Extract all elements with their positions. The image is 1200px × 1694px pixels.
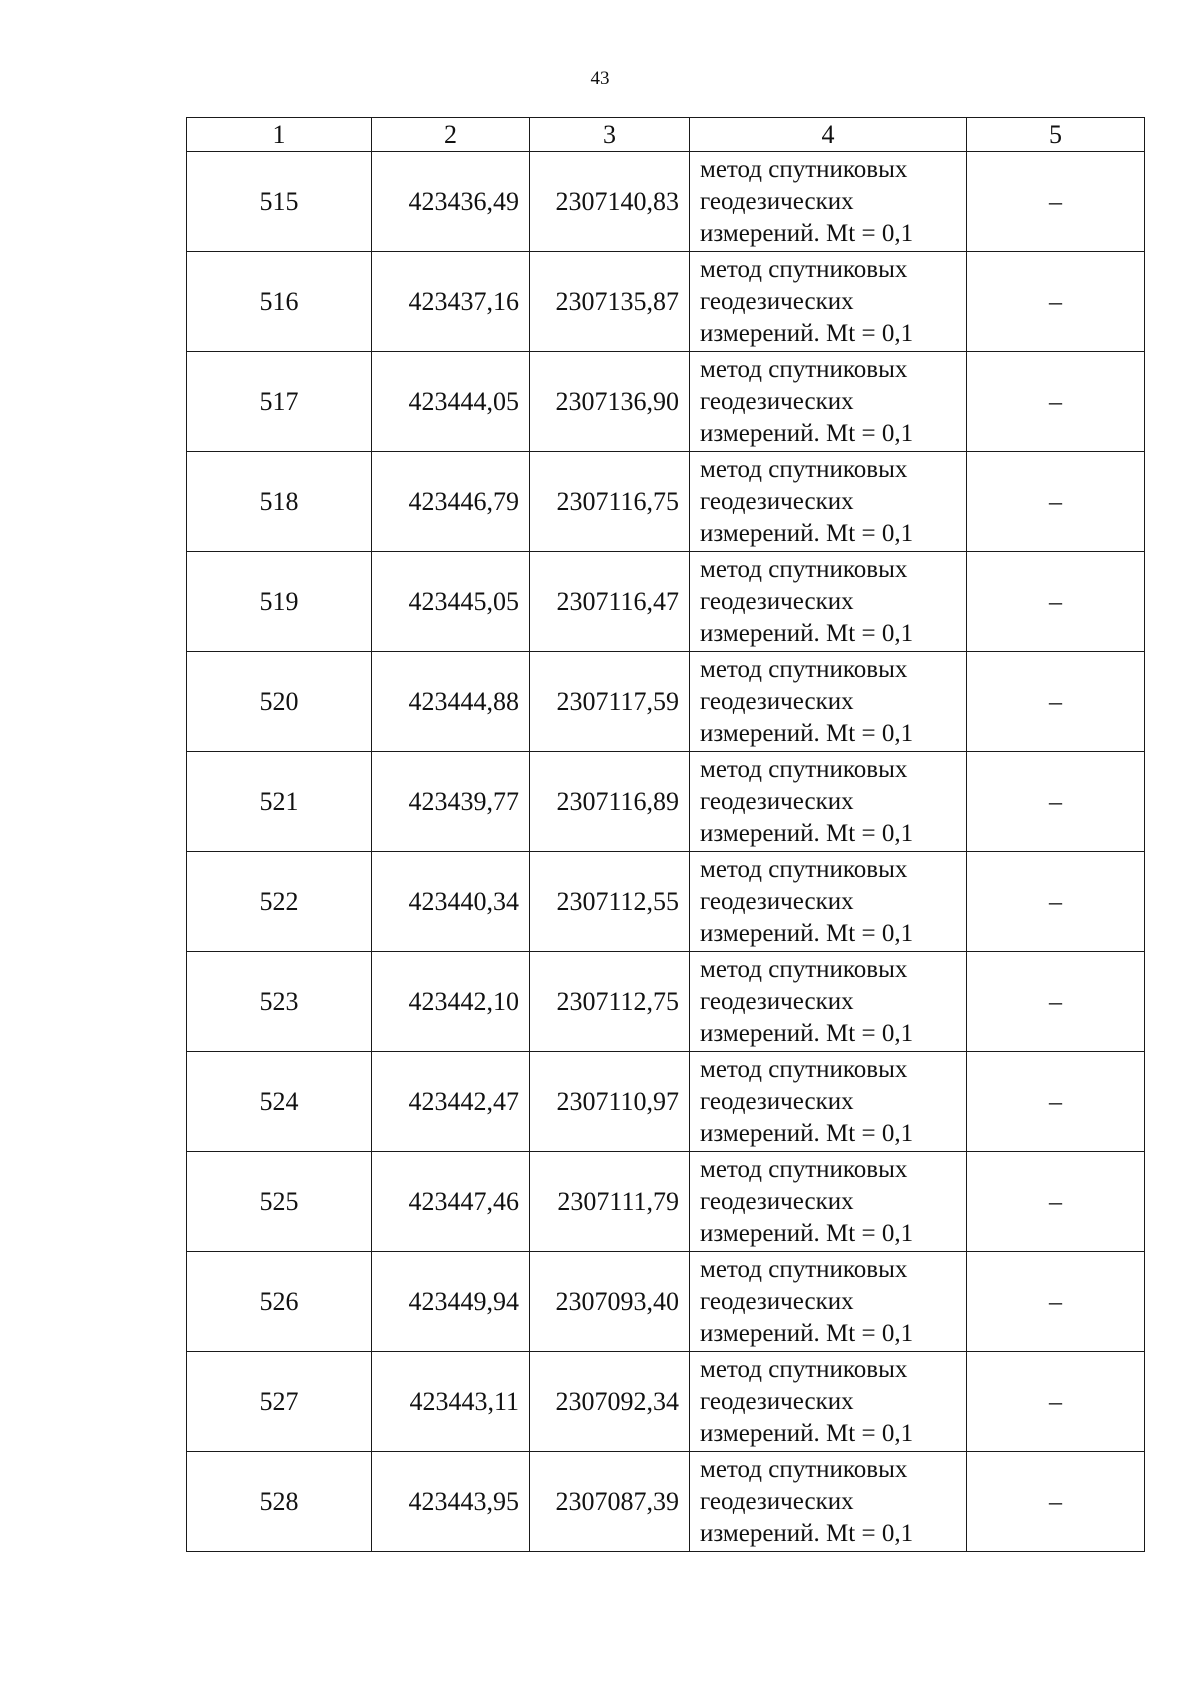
method-cell (690, 1452, 967, 1552)
method-text-line: измерений. Mt = 0,1 (700, 1219, 914, 1247)
point-number-cell: 525 (187, 1152, 372, 1252)
note-cell: – (967, 752, 1145, 852)
method-text-line: геодезических (700, 987, 854, 1015)
y-coordinate-cell: 2307116,47 (530, 552, 690, 652)
method-text-line: измерений. Mt = 0,1 (700, 219, 914, 247)
method-cell (690, 752, 967, 852)
point-number-cell: 528 (187, 1452, 372, 1552)
y-coordinate-cell: 2307092,34 (530, 1352, 690, 1452)
note-cell: – (967, 852, 1145, 952)
method-text-line: геодезических (700, 1387, 854, 1415)
method-cell (690, 452, 967, 552)
table-row (187, 452, 1145, 552)
method-text-line: метод спутниковых (700, 1155, 908, 1183)
y-coordinate-cell: 2307116,89 (530, 752, 690, 852)
method-text-line: геодезических (700, 587, 854, 615)
y-coordinate-cell: 2307110,97 (530, 1052, 690, 1152)
column-header: 1 (187, 118, 372, 152)
method-text-line: геодезических (700, 1287, 854, 1315)
method-text-line: измерений. Mt = 0,1 (700, 519, 914, 547)
method-text-line: измерений. Mt = 0,1 (700, 1319, 914, 1347)
method-text-line: геодезических (700, 1487, 854, 1515)
note-cell: – (967, 552, 1145, 652)
note-cell: – (967, 1452, 1145, 1552)
x-coordinate-cell: 423445,05 (372, 552, 530, 652)
x-coordinate-cell: 423446,79 (372, 452, 530, 552)
column-header: 4 (690, 118, 967, 152)
method-text-line: геодезических (700, 487, 854, 515)
point-number-cell: 517 (187, 352, 372, 452)
x-coordinate-cell: 423449,94 (372, 1252, 530, 1352)
method-text-line: метод спутниковых (700, 855, 908, 883)
x-coordinate-cell: 423443,95 (372, 1452, 530, 1552)
table-row (187, 1152, 1145, 1252)
method-text-line: метод спутниковых (700, 555, 908, 583)
table-row (187, 752, 1145, 852)
y-coordinate-cell: 2307136,90 (530, 352, 690, 452)
x-coordinate-cell: 423443,11 (372, 1352, 530, 1452)
note-cell: – (967, 452, 1145, 552)
x-coordinate-cell: 423437,16 (372, 252, 530, 352)
x-coordinate-cell: 423439,77 (372, 752, 530, 852)
table-row (187, 652, 1145, 752)
note-cell: – (967, 652, 1145, 752)
table-header-row (187, 118, 1145, 152)
column-header: 2 (372, 118, 530, 152)
method-text-line: метод спутниковых (700, 1455, 908, 1483)
method-text-line: измерений. Mt = 0,1 (700, 1419, 914, 1447)
method-text-line: метод спутниковых (700, 355, 908, 383)
method-text-line: геодезических (700, 887, 854, 915)
method-text-line: метод спутниковых (700, 1055, 908, 1083)
x-coordinate-cell: 423444,05 (372, 352, 530, 452)
table-row (187, 352, 1145, 452)
point-number-cell: 519 (187, 552, 372, 652)
method-cell (690, 1252, 967, 1352)
method-cell (690, 1352, 967, 1452)
column-header: 5 (967, 118, 1145, 152)
method-cell (690, 952, 967, 1052)
x-coordinate-cell: 423442,47 (372, 1052, 530, 1152)
table-row (187, 252, 1145, 352)
table-row (187, 1352, 1145, 1452)
y-coordinate-cell: 2307112,75 (530, 952, 690, 1052)
point-number-cell: 523 (187, 952, 372, 1052)
method-text-line: геодезических (700, 387, 854, 415)
method-text-line: измерений. Mt = 0,1 (700, 719, 914, 747)
y-coordinate-cell: 2307117,59 (530, 652, 690, 752)
point-number-cell: 520 (187, 652, 372, 752)
y-coordinate-cell: 2307111,79 (530, 1152, 690, 1252)
method-cell (690, 852, 967, 952)
method-text-line: измерений. Mt = 0,1 (700, 1119, 914, 1147)
point-number-cell: 526 (187, 1252, 372, 1352)
point-number-cell: 527 (187, 1352, 372, 1452)
note-cell: – (967, 152, 1145, 252)
method-text-line: геодезических (700, 187, 854, 215)
method-text-line: метод спутниковых (700, 955, 908, 983)
note-cell: – (967, 1152, 1145, 1252)
method-text-line: метод спутниковых (700, 155, 908, 183)
method-text-line: метод спутниковых (700, 1355, 908, 1383)
point-number-cell: 516 (187, 252, 372, 352)
method-cell (690, 352, 967, 452)
coordinates-table (186, 117, 1145, 1552)
method-text-line: геодезических (700, 787, 854, 815)
method-text-line: измерений. Mt = 0,1 (700, 619, 914, 647)
method-text-line: метод спутниковых (700, 455, 908, 483)
method-cell (690, 1152, 967, 1252)
y-coordinate-cell: 2307112,55 (530, 852, 690, 952)
method-text-line: измерений. Mt = 0,1 (700, 419, 914, 447)
method-text-line: метод спутниковых (700, 655, 908, 683)
point-number-cell: 524 (187, 1052, 372, 1152)
method-text-line: измерений. Mt = 0,1 (700, 1019, 914, 1047)
table-body (187, 152, 1145, 1552)
note-cell: – (967, 352, 1145, 452)
y-coordinate-cell: 2307135,87 (530, 252, 690, 352)
note-cell: – (967, 1252, 1145, 1352)
note-cell: – (967, 252, 1145, 352)
table-row (187, 1052, 1145, 1152)
table-row (187, 1452, 1145, 1552)
x-coordinate-cell: 423436,49 (372, 152, 530, 252)
y-coordinate-cell: 2307116,75 (530, 452, 690, 552)
point-number-cell: 518 (187, 452, 372, 552)
table-row (187, 552, 1145, 652)
method-text-line: метод спутниковых (700, 1255, 908, 1283)
table-row (187, 852, 1145, 952)
point-number-cell: 522 (187, 852, 372, 952)
table-row (187, 1252, 1145, 1352)
method-cell (690, 552, 967, 652)
method-text-line: метод спутниковых (700, 255, 908, 283)
table-row (187, 952, 1145, 1052)
note-cell: – (967, 1052, 1145, 1152)
y-coordinate-cell: 2307140,83 (530, 152, 690, 252)
x-coordinate-cell: 423442,10 (372, 952, 530, 1052)
point-number-cell: 521 (187, 752, 372, 852)
x-coordinate-cell: 423447,46 (372, 1152, 530, 1252)
method-text-line: геодезических (700, 1087, 854, 1115)
method-cell (690, 652, 967, 752)
point-number-cell: 515 (187, 152, 372, 252)
note-cell: – (967, 952, 1145, 1052)
method-text-line: геодезических (700, 1187, 854, 1215)
x-coordinate-cell: 423444,88 (372, 652, 530, 752)
note-cell: – (967, 1352, 1145, 1452)
x-coordinate-cell: 423440,34 (372, 852, 530, 952)
method-text-line: геодезических (700, 287, 854, 315)
method-text-line: измерений. Mt = 0,1 (700, 1519, 914, 1547)
method-cell (690, 152, 967, 252)
y-coordinate-cell: 2307093,40 (530, 1252, 690, 1352)
method-text-line: измерений. Mt = 0,1 (700, 319, 914, 347)
method-text-line: измерений. Mt = 0,1 (700, 919, 914, 947)
method-text-line: метод спутниковых (700, 755, 908, 783)
y-coordinate-cell: 2307087,39 (530, 1452, 690, 1552)
column-header: 3 (530, 118, 690, 152)
method-cell (690, 1052, 967, 1152)
page-number: 43 (590, 68, 610, 89)
table-row (187, 152, 1145, 252)
method-text-line: геодезических (700, 687, 854, 715)
method-text-line: измерений. Mt = 0,1 (700, 819, 914, 847)
method-cell (690, 252, 967, 352)
